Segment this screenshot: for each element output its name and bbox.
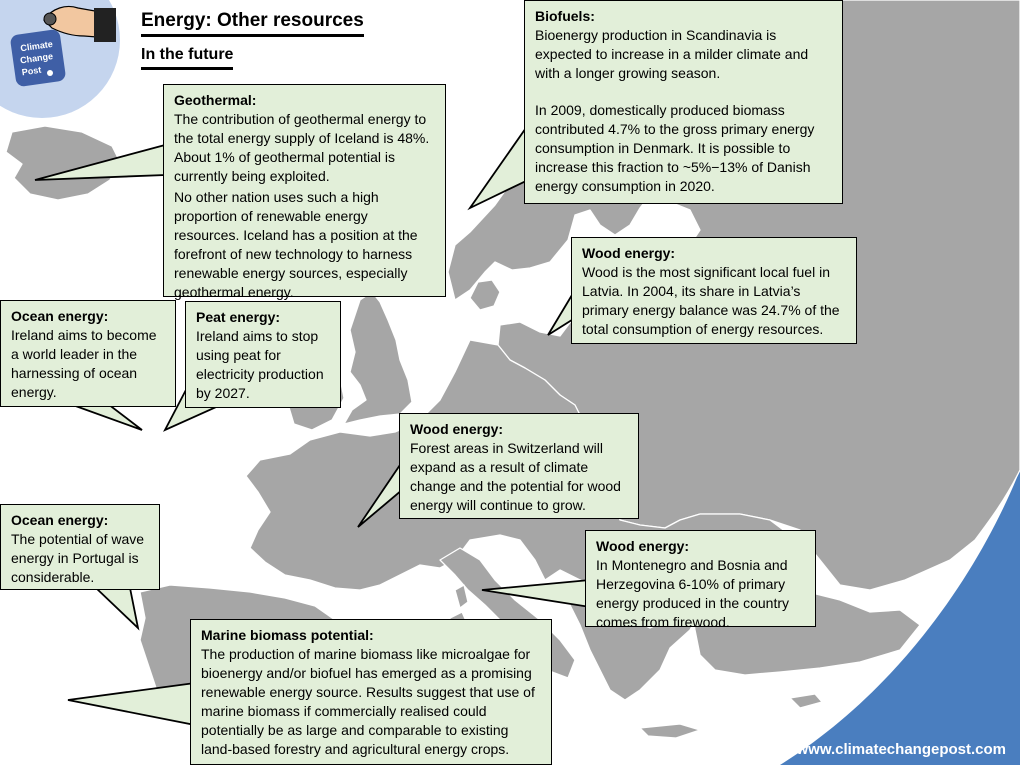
logo-line2: Change (19, 50, 54, 66)
callout-heading: Wood energy: (410, 421, 504, 437)
logo-line3: Post (21, 64, 42, 78)
callout-ocean-portugal (0, 504, 160, 590)
page-subtitle: In the future (141, 46, 233, 70)
crete (640, 724, 700, 738)
callout-heading: Ocean energy: (11, 512, 109, 528)
callout-text: Ireland aims to stop using peat for electricity production by 2027. (196, 328, 324, 401)
callout-heading: Geothermal: (174, 92, 257, 108)
callout-text: In Montenegro and Bosnia and Herzegovina 6-10% of primary energy produced in the country comes from firewood. (596, 557, 790, 630)
cyprus (790, 694, 822, 708)
callout-text: The contribution of geothermal energy to the total energy supply of Iceland is 48%. About 1% of geothermal potential is currently being exploited. (174, 111, 430, 184)
great-britain (344, 292, 412, 424)
sleeve-icon (94, 8, 116, 42)
logo (0, 0, 120, 118)
callout-peat (185, 301, 341, 408)
tail-ocean-ireland (70, 404, 142, 430)
callout-geothermal (163, 84, 446, 300)
callout-wood-montenegro (585, 530, 816, 630)
callout-wood-switzerland (399, 413, 639, 519)
logo-line1: Climate (19, 38, 54, 54)
title-block (141, 10, 364, 70)
callout-heading: Marine biomass potential: (201, 627, 374, 643)
callout-text: Forest areas in Switzerland will expand as a result of climate change and the potential for wood energy will continue to grow. (410, 440, 621, 513)
callout-text: The potential of wave energy in Portugal is considerable. (11, 531, 145, 585)
website-url[interactable]: www.climatechangepost.com (796, 741, 1006, 758)
callout-heading: Ocean energy: (11, 308, 109, 324)
callout-wood-latvia (571, 237, 857, 344)
callout-marine-biomass (190, 619, 552, 765)
callout-text: Bioenergy production in Scandinavia is expected to increase in a milder climate and with a longer growing season. (535, 27, 809, 81)
callout-heading: Wood energy: (596, 538, 690, 554)
callout-heading: Biofuels: (535, 8, 595, 24)
logo-toggle-icon (47, 70, 53, 76)
tail-marine (68, 683, 195, 725)
callout-ocean-ireland (0, 300, 176, 407)
callout-text: No other nation uses such a high proportion of renewable energy resources. Iceland has a position at the forefront of new technology to harness renewable energy sources, especially geothermal energy. (174, 189, 418, 300)
callout-heading: Wood energy: (582, 245, 676, 261)
callout-biofuels (524, 0, 843, 204)
callout-text: The production of marine biomass like microalgae for bioenergy and/or biofuel has emerged as a promising renewable energy source. Results suggest that use of marine biomass if commercially realised could potentially be as large and comparable to existing land-based forestry and agricultural energy crops. (201, 646, 535, 757)
tail-ocean-portugal (96, 588, 138, 628)
coin-icon (44, 13, 56, 25)
callout-text: In 2009, domestically produced biomass contributed 4.7% to the gross primary energy consumption in Denmark. It is possible to increase this fraction to ~5%−13% of Danish energy consumption in 2020. (535, 102, 815, 194)
callout-heading: Peat energy: (196, 309, 281, 325)
callout-text: Ireland aims to become a world leader in the harnessing of ocean energy. (11, 327, 157, 400)
page-title: Energy: Other resources (141, 10, 364, 37)
callout-text: Wood is the most significant local fuel in Latvia. In 2004, its share in Latvia’s primary energy balance was 24.7% of the total consumption of energy resources. (582, 264, 840, 337)
